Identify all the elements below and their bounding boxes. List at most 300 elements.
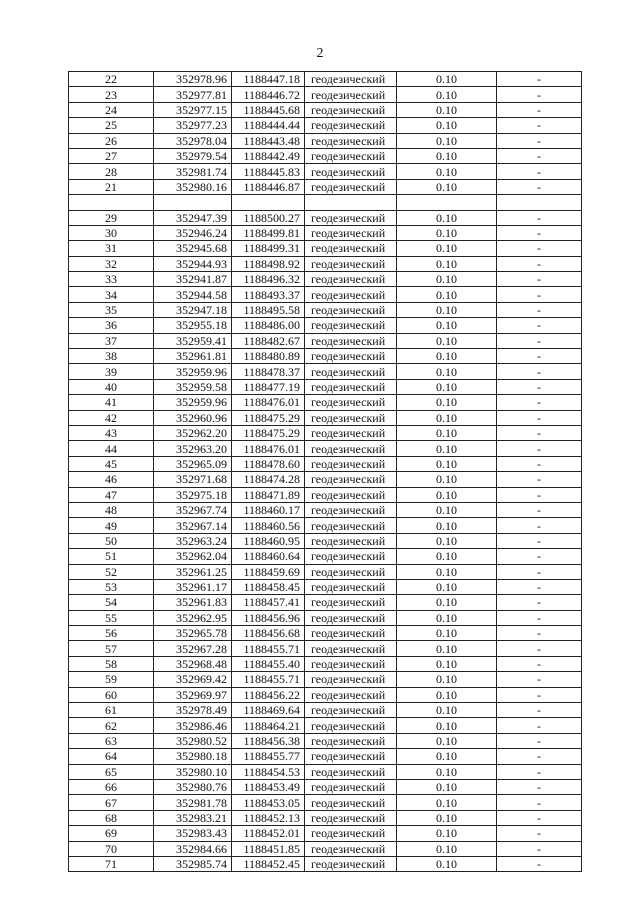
x-coordinate-cell: 352962.20	[154, 425, 232, 440]
method-cell	[305, 195, 397, 210]
table-row	[69, 502, 582, 517]
accuracy-cell: 0.10	[397, 379, 497, 394]
accuracy-cell: 0.10	[397, 164, 497, 179]
point-number-cell: 68	[69, 810, 154, 825]
accuracy-cell: 0.10	[397, 810, 497, 825]
table-row	[69, 826, 582, 841]
method-cell: геодезический	[305, 441, 397, 456]
x-coordinate-cell: 352986.46	[154, 718, 232, 733]
x-coordinate-cell: 352961.83	[154, 595, 232, 610]
accuracy-cell: 0.10	[397, 764, 497, 779]
description-cell: -	[497, 610, 582, 625]
description-cell: -	[497, 687, 582, 702]
x-coordinate-cell: 352981.74	[154, 164, 232, 179]
table-row	[69, 656, 582, 671]
method-cell: геодезический	[305, 272, 397, 287]
table-row	[69, 333, 582, 348]
method-cell: геодезический	[305, 318, 397, 333]
description-cell: -	[497, 795, 582, 810]
y-coordinate-cell: 1188455.77	[232, 749, 305, 764]
description-cell: -	[497, 148, 582, 163]
x-coordinate-cell: 352947.39	[154, 210, 232, 225]
y-coordinate-cell: 1188453.49	[232, 779, 305, 794]
description-cell: -	[497, 272, 582, 287]
point-number-cell: 21	[69, 179, 154, 194]
method-cell: геодезический	[305, 779, 397, 794]
x-coordinate-cell: 352969.97	[154, 687, 232, 702]
point-number-cell: 52	[69, 564, 154, 579]
y-coordinate-cell: 1188460.95	[232, 533, 305, 548]
x-coordinate-cell: 352941.87	[154, 272, 232, 287]
x-coordinate-cell: 352978.96	[154, 72, 232, 87]
y-coordinate-cell: 1188499.31	[232, 241, 305, 256]
table-row	[69, 549, 582, 564]
accuracy-cell: 0.10	[397, 72, 497, 87]
description-cell: -	[497, 256, 582, 271]
method-cell: геодезический	[305, 810, 397, 825]
point-number-cell: 53	[69, 579, 154, 594]
description-cell: -	[497, 118, 582, 133]
point-number-cell: 36	[69, 318, 154, 333]
point-number-cell: 37	[69, 333, 154, 348]
description-cell: -	[497, 487, 582, 502]
accuracy-cell: 0.10	[397, 333, 497, 348]
method-cell: геодезический	[305, 333, 397, 348]
method-cell: геодезический	[305, 749, 397, 764]
point-number-cell: 66	[69, 779, 154, 794]
method-cell: геодезический	[305, 302, 397, 317]
point-number-cell: 31	[69, 241, 154, 256]
x-coordinate-cell: 352978.04	[154, 133, 232, 148]
point-number-cell: 29	[69, 210, 154, 225]
table-row	[69, 118, 582, 133]
point-number-cell: 41	[69, 395, 154, 410]
coordinates-table-body	[69, 72, 582, 872]
y-coordinate-cell: 1188496.32	[232, 272, 305, 287]
coordinates-table	[68, 71, 582, 872]
table-row	[69, 764, 582, 779]
x-coordinate-cell: 352977.81	[154, 87, 232, 102]
accuracy-cell: 0.10	[397, 441, 497, 456]
accuracy-cell: 0.10	[397, 210, 497, 225]
y-coordinate-cell: 1188475.29	[232, 425, 305, 440]
y-coordinate-cell: 1188453.05	[232, 795, 305, 810]
table-row	[69, 779, 582, 794]
x-coordinate-cell: 352962.04	[154, 549, 232, 564]
method-cell: геодезический	[305, 610, 397, 625]
description-cell: -	[497, 779, 582, 794]
method-cell: геодезический	[305, 210, 397, 225]
x-coordinate-cell: 352963.20	[154, 441, 232, 456]
y-coordinate-cell: 1188469.64	[232, 703, 305, 718]
y-coordinate-cell: 1188474.28	[232, 472, 305, 487]
accuracy-cell: 0.10	[397, 533, 497, 548]
accuracy-cell: 0.10	[397, 225, 497, 240]
method-cell: геодезический	[305, 225, 397, 240]
method-cell: геодезический	[305, 241, 397, 256]
description-cell: -	[497, 841, 582, 856]
table-row	[69, 179, 582, 194]
point-number-cell: 61	[69, 703, 154, 718]
x-coordinate-cell: 352969.42	[154, 672, 232, 687]
point-number-cell: 50	[69, 533, 154, 548]
y-coordinate-cell: 1188495.58	[232, 302, 305, 317]
accuracy-cell: 0.10	[397, 502, 497, 517]
description-cell: -	[497, 349, 582, 364]
x-coordinate-cell: 352978.49	[154, 703, 232, 718]
x-coordinate-cell: 352983.21	[154, 810, 232, 825]
point-number-cell: 23	[69, 87, 154, 102]
description-cell: -	[497, 456, 582, 471]
table-row	[69, 641, 582, 656]
x-coordinate-cell: 352983.43	[154, 826, 232, 841]
accuracy-cell: 0.10	[397, 102, 497, 117]
point-number-cell: 45	[69, 456, 154, 471]
accuracy-cell: 0.10	[397, 779, 497, 794]
description-cell: -	[497, 672, 582, 687]
description-cell: -	[497, 595, 582, 610]
method-cell: геодезический	[305, 764, 397, 779]
y-coordinate-cell: 1188454.53	[232, 764, 305, 779]
accuracy-cell: 0.10	[397, 256, 497, 271]
description-cell: -	[497, 626, 582, 641]
method-cell: геодезический	[305, 179, 397, 194]
method-cell: геодезический	[305, 118, 397, 133]
method-cell: геодезический	[305, 733, 397, 748]
description-cell: -	[497, 441, 582, 456]
point-number-cell: 28	[69, 164, 154, 179]
method-cell: геодезический	[305, 672, 397, 687]
accuracy-cell: 0.10	[397, 672, 497, 687]
description-cell: -	[497, 718, 582, 733]
table-row	[69, 210, 582, 225]
y-coordinate-cell: 1188445.83	[232, 164, 305, 179]
point-number-cell: 33	[69, 272, 154, 287]
y-coordinate-cell: 1188475.29	[232, 410, 305, 425]
table-row	[69, 595, 582, 610]
y-coordinate-cell: 1188455.40	[232, 656, 305, 671]
table-row	[69, 195, 582, 210]
accuracy-cell: 0.10	[397, 856, 497, 871]
point-number-cell: 64	[69, 749, 154, 764]
x-coordinate-cell: 352980.76	[154, 779, 232, 794]
accuracy-cell: 0.10	[397, 687, 497, 702]
x-coordinate-cell: 352944.93	[154, 256, 232, 271]
y-coordinate-cell: 1188452.45	[232, 856, 305, 871]
method-cell: геодезический	[305, 718, 397, 733]
table-row	[69, 533, 582, 548]
x-coordinate-cell: 352980.16	[154, 179, 232, 194]
point-number-cell: 35	[69, 302, 154, 317]
method-cell: геодезический	[305, 72, 397, 87]
y-coordinate-cell: 1188480.89	[232, 349, 305, 364]
table-row	[69, 395, 582, 410]
accuracy-cell: 0.10	[397, 641, 497, 656]
description-cell: -	[497, 133, 582, 148]
point-number-cell: 40	[69, 379, 154, 394]
accuracy-cell: 0.10	[397, 410, 497, 425]
method-cell: геодезический	[305, 256, 397, 271]
x-coordinate-cell: 352977.23	[154, 118, 232, 133]
description-cell: -	[497, 810, 582, 825]
method-cell: геодезический	[305, 626, 397, 641]
table-row	[69, 349, 582, 364]
table-row	[69, 518, 582, 533]
y-coordinate-cell: 1188455.71	[232, 641, 305, 656]
point-number-cell: 30	[69, 225, 154, 240]
description-cell: -	[497, 502, 582, 517]
description-cell: -	[497, 364, 582, 379]
y-coordinate-cell: 1188446.72	[232, 87, 305, 102]
description-cell: -	[497, 225, 582, 240]
description-cell: -	[497, 102, 582, 117]
y-coordinate-cell: 1188471.89	[232, 487, 305, 502]
y-coordinate-cell: 1188443.48	[232, 133, 305, 148]
table-row	[69, 241, 582, 256]
y-coordinate-cell: 1188464.21	[232, 718, 305, 733]
description-cell: -	[497, 733, 582, 748]
point-number-cell: 55	[69, 610, 154, 625]
table-row	[69, 856, 582, 871]
accuracy-cell: 0.10	[397, 272, 497, 287]
description-cell: -	[497, 241, 582, 256]
point-number-cell: 34	[69, 287, 154, 302]
table-row	[69, 225, 582, 240]
accuracy-cell: 0.10	[397, 287, 497, 302]
table-row	[69, 749, 582, 764]
x-coordinate-cell: 352961.17	[154, 579, 232, 594]
y-coordinate-cell: 1188452.01	[232, 826, 305, 841]
table-row	[69, 733, 582, 748]
method-cell: геодезический	[305, 287, 397, 302]
x-coordinate-cell	[154, 195, 232, 210]
table-row	[69, 718, 582, 733]
description-cell: -	[497, 179, 582, 194]
x-coordinate-cell: 352963.24	[154, 533, 232, 548]
description-cell: -	[497, 164, 582, 179]
y-coordinate-cell: 1188456.68	[232, 626, 305, 641]
point-number-cell	[69, 195, 154, 210]
y-coordinate-cell: 1188460.64	[232, 549, 305, 564]
description-cell: -	[497, 749, 582, 764]
description-cell: -	[497, 856, 582, 871]
y-coordinate-cell: 1188476.01	[232, 395, 305, 410]
method-cell: геодезический	[305, 703, 397, 718]
accuracy-cell: 0.10	[397, 425, 497, 440]
table-row	[69, 579, 582, 594]
description-cell: -	[497, 656, 582, 671]
y-coordinate-cell: 1188456.38	[232, 733, 305, 748]
x-coordinate-cell: 352975.18	[154, 487, 232, 502]
description-cell: -	[497, 395, 582, 410]
x-coordinate-cell: 352980.52	[154, 733, 232, 748]
description-cell: -	[497, 579, 582, 594]
table-row	[69, 379, 582, 394]
description-cell: -	[497, 287, 582, 302]
description-cell: -	[497, 318, 582, 333]
y-coordinate-cell: 1188447.18	[232, 72, 305, 87]
y-coordinate-cell: 1188445.68	[232, 102, 305, 117]
method-cell: геодезический	[305, 164, 397, 179]
accuracy-cell: 0.10	[397, 610, 497, 625]
point-number-cell: 39	[69, 364, 154, 379]
description-cell: -	[497, 641, 582, 656]
x-coordinate-cell: 352967.14	[154, 518, 232, 533]
method-cell: геодезический	[305, 579, 397, 594]
description-cell: -	[497, 549, 582, 564]
table-row	[69, 272, 582, 287]
table-row	[69, 72, 582, 87]
table-row	[69, 810, 582, 825]
method-cell: геодезический	[305, 87, 397, 102]
description-cell: -	[497, 533, 582, 548]
x-coordinate-cell: 352959.58	[154, 379, 232, 394]
method-cell: геодезический	[305, 641, 397, 656]
x-coordinate-cell: 352980.18	[154, 749, 232, 764]
table-row	[69, 687, 582, 702]
accuracy-cell: 0.10	[397, 395, 497, 410]
point-number-cell: 57	[69, 641, 154, 656]
description-cell: -	[497, 410, 582, 425]
x-coordinate-cell: 352967.28	[154, 641, 232, 656]
accuracy-cell: 0.10	[397, 318, 497, 333]
x-coordinate-cell: 352955.18	[154, 318, 232, 333]
accuracy-cell	[397, 195, 497, 210]
y-coordinate-cell: 1188478.60	[232, 456, 305, 471]
method-cell: геодезический	[305, 533, 397, 548]
y-coordinate-cell: 1188476.01	[232, 441, 305, 456]
method-cell: геодезический	[305, 656, 397, 671]
accuracy-cell: 0.10	[397, 564, 497, 579]
x-coordinate-cell: 352962.95	[154, 610, 232, 625]
accuracy-cell: 0.10	[397, 487, 497, 502]
description-cell: -	[497, 826, 582, 841]
method-cell: геодезический	[305, 549, 397, 564]
point-number-cell: 44	[69, 441, 154, 456]
x-coordinate-cell: 352959.96	[154, 395, 232, 410]
description-cell: -	[497, 87, 582, 102]
point-number-cell: 56	[69, 626, 154, 641]
point-number-cell: 49	[69, 518, 154, 533]
y-coordinate-cell: 1188459.69	[232, 564, 305, 579]
point-number-cell: 46	[69, 472, 154, 487]
y-coordinate-cell: 1188493.37	[232, 287, 305, 302]
description-cell: -	[497, 333, 582, 348]
table-row	[69, 425, 582, 440]
table-row	[69, 626, 582, 641]
method-cell: геодезический	[305, 379, 397, 394]
x-coordinate-cell: 352985.74	[154, 856, 232, 871]
point-number-cell: 60	[69, 687, 154, 702]
x-coordinate-cell: 352961.25	[154, 564, 232, 579]
accuracy-cell: 0.10	[397, 749, 497, 764]
method-cell: геодезический	[305, 410, 397, 425]
point-number-cell: 38	[69, 349, 154, 364]
x-coordinate-cell: 352947.18	[154, 302, 232, 317]
description-cell: -	[497, 302, 582, 317]
accuracy-cell: 0.10	[397, 472, 497, 487]
accuracy-cell: 0.10	[397, 656, 497, 671]
method-cell: геодезический	[305, 856, 397, 871]
description-cell: -	[497, 379, 582, 394]
accuracy-cell: 0.10	[397, 133, 497, 148]
y-coordinate-cell: 1188451.85	[232, 841, 305, 856]
x-coordinate-cell: 352968.48	[154, 656, 232, 671]
table-row	[69, 164, 582, 179]
y-coordinate-cell: 1188482.67	[232, 333, 305, 348]
accuracy-cell: 0.10	[397, 87, 497, 102]
table-row	[69, 410, 582, 425]
y-coordinate-cell: 1188457.41	[232, 595, 305, 610]
table-row	[69, 841, 582, 856]
accuracy-cell: 0.10	[397, 579, 497, 594]
y-coordinate-cell: 1188446.87	[232, 179, 305, 194]
method-cell: геодезический	[305, 687, 397, 702]
point-number-cell: 70	[69, 841, 154, 856]
point-number-cell: 67	[69, 795, 154, 810]
description-cell: -	[497, 564, 582, 579]
method-cell: геодезический	[305, 472, 397, 487]
accuracy-cell: 0.10	[397, 118, 497, 133]
accuracy-cell: 0.10	[397, 241, 497, 256]
method-cell: геодезический	[305, 395, 397, 410]
point-number-cell: 43	[69, 425, 154, 440]
y-coordinate-cell: 1188442.49	[232, 148, 305, 163]
method-cell: геодезический	[305, 349, 397, 364]
description-cell: -	[497, 703, 582, 718]
y-coordinate-cell: 1188444.44	[232, 118, 305, 133]
method-cell: геодезический	[305, 518, 397, 533]
description-cell: -	[497, 518, 582, 533]
accuracy-cell: 0.10	[397, 841, 497, 856]
point-number-cell: 65	[69, 764, 154, 779]
table-row	[69, 102, 582, 117]
table-row	[69, 564, 582, 579]
x-coordinate-cell: 352946.24	[154, 225, 232, 240]
table-row	[69, 133, 582, 148]
point-number-cell: 26	[69, 133, 154, 148]
table-row	[69, 472, 582, 487]
y-coordinate-cell: 1188486.00	[232, 318, 305, 333]
accuracy-cell: 0.10	[397, 364, 497, 379]
x-coordinate-cell: 352967.74	[154, 502, 232, 517]
method-cell: геодезический	[305, 795, 397, 810]
accuracy-cell: 0.10	[397, 179, 497, 194]
accuracy-cell: 0.10	[397, 733, 497, 748]
table-row	[69, 287, 582, 302]
x-coordinate-cell: 352984.66	[154, 841, 232, 856]
table-row	[69, 256, 582, 271]
x-coordinate-cell: 352971.68	[154, 472, 232, 487]
point-number-cell: 22	[69, 72, 154, 87]
x-coordinate-cell: 352960.96	[154, 410, 232, 425]
method-cell: геодезический	[305, 425, 397, 440]
description-cell: -	[497, 72, 582, 87]
point-number-cell: 32	[69, 256, 154, 271]
x-coordinate-cell: 352965.78	[154, 626, 232, 641]
page-number: 2	[316, 46, 324, 61]
point-number-cell: 69	[69, 826, 154, 841]
accuracy-cell: 0.10	[397, 795, 497, 810]
method-cell: геодезический	[305, 564, 397, 579]
accuracy-cell: 0.10	[397, 349, 497, 364]
accuracy-cell: 0.10	[397, 302, 497, 317]
point-number-cell: 54	[69, 595, 154, 610]
point-number-cell: 63	[69, 733, 154, 748]
table-row	[69, 87, 582, 102]
method-cell: геодезический	[305, 364, 397, 379]
y-coordinate-cell: 1188460.56	[232, 518, 305, 533]
